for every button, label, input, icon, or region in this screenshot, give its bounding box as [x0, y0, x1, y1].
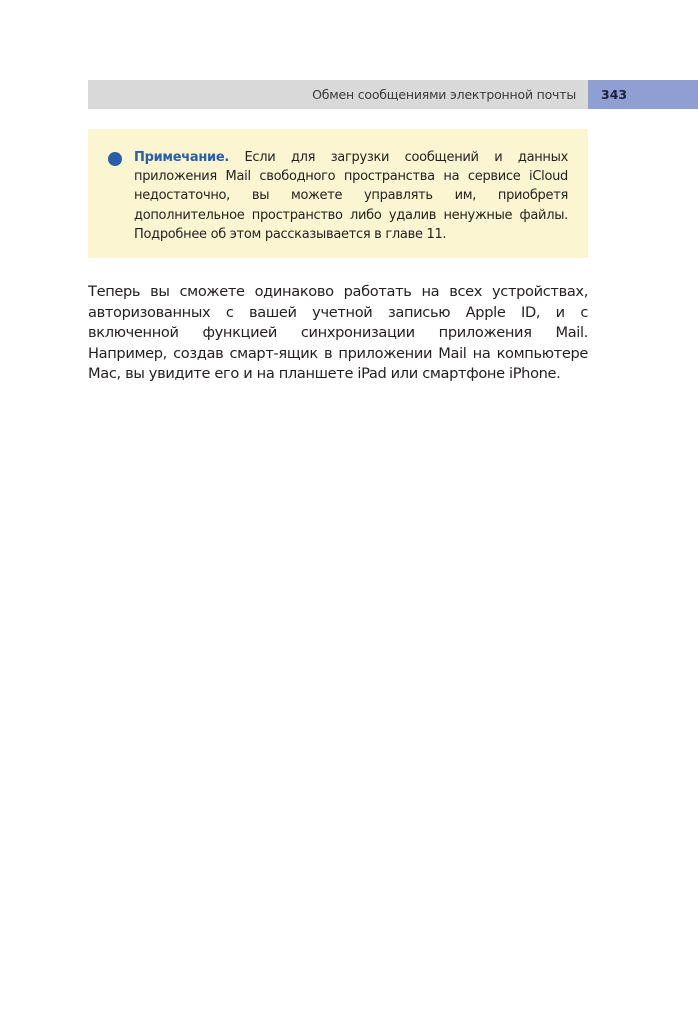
note-text-block — [134, 148, 568, 244]
page-number: 343 — [601, 87, 628, 102]
note-bullet-icon — [108, 152, 122, 166]
running-header-bar — [88, 80, 588, 109]
body-paragraph: Теперь вы сможете одинаково работать на всех устройствах, авторизованных с вашей учетной записью Apple ID, и с включенной функцией синхронизации приложения Mail. Например, создав смарт-ящик в приложении Mail на компьютере Mac, вы увидите его и на планшете iPad или смартфоне iPhone. — [88, 283, 588, 383]
note-label: Примечание. — [134, 150, 229, 165]
running-header-title: Обмен сообщениями электронной почты — [312, 87, 576, 102]
page-number-box — [588, 80, 698, 109]
note-box — [88, 129, 588, 258]
note-text: Если для загрузки сообщений и данных приложения Mail свободного пространства на сервисе iCloud недостаточно, вы можете управлять им, приобретя дополнительное пространство либо удалив ненужные файлы. Подробнее об этом рассказывается в главе 11. — [134, 150, 568, 242]
